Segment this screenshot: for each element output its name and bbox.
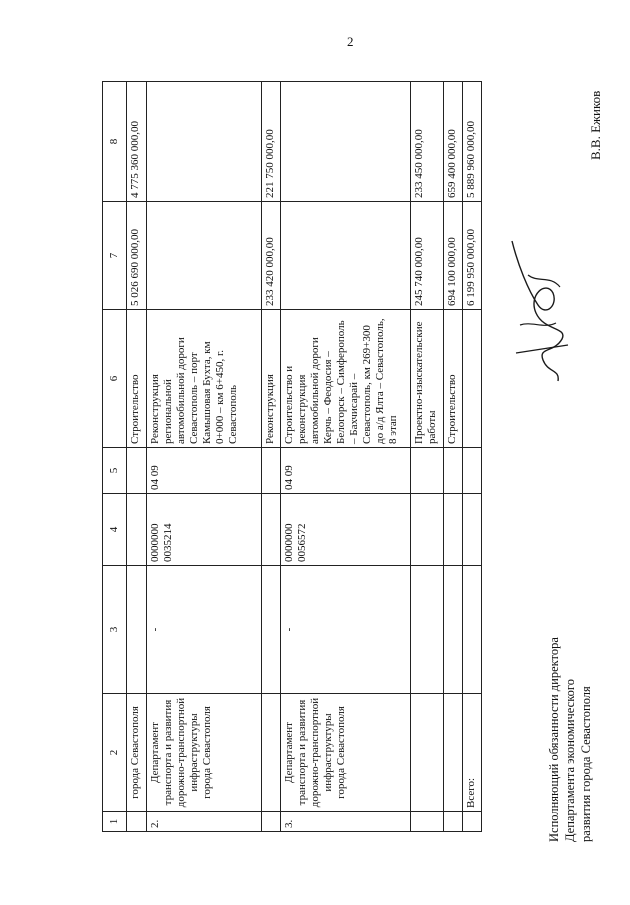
dash-cell: - [280,566,410,694]
signatory-line: Департамента экономического [563,679,577,842]
table-header-row [103,82,127,832]
code-cell: 0000000 0035214 [146,494,261,566]
table-row [261,82,280,832]
amount-cell: 659 400 000,00 [443,82,462,202]
org-continuation-cell: города Севастополя [127,694,146,812]
total-amount-cell: 5 889 960 000,00 [462,82,481,202]
section-cell: 04 09 [146,448,261,494]
header-cell: 1 [103,812,127,832]
total-row [462,82,481,832]
amount-cell: 5 026 690 000,00 [127,202,146,310]
signatory-name: В.В. Ежиков [588,90,603,160]
header-cell: 8 [103,82,127,202]
work-type-cell: Проектно-изыскательские работы [410,310,443,448]
signatory-line: Исполняющий обязанности директора [547,637,561,842]
organization-cell: Департамент транспорта и развития дорожно-транспортной инфраструктуры города Севастополя [146,694,261,812]
header-cell: 4 [103,494,127,566]
section-cell: 04 09 [280,448,410,494]
header-cell: 6 [103,310,127,448]
amount-cell: 245 740 000,00 [410,202,443,310]
work-type-cell: Реконструкция [261,310,280,448]
table-row [280,82,410,832]
table-row [443,82,462,832]
total-label: Всего: [462,694,481,812]
amount-cell: 233 420 000,00 [261,202,280,310]
work-type-cell: Строительство [443,310,462,448]
row-number: 3. [280,812,410,832]
amount-cell: 233 450 000,00 [410,82,443,202]
budget-table [102,81,482,832]
amount-cell: 4 775 360 000,00 [127,82,146,202]
dash-cell: - [146,566,261,694]
page-number: 2 [347,34,354,49]
total-amount-cell: 6 199 950 000,00 [462,202,481,310]
table-row [127,82,146,832]
work-type-cell: Строительство [127,310,146,448]
table-row [410,82,443,832]
signatory-line: развития города Севастополя [579,686,593,842]
header-cell: 3 [103,566,127,694]
table-row [146,82,261,832]
header-cell: 2 [103,694,127,812]
object-cell: Реконструкция региональной автомобильной дороги Севастополь – порт Камышовая Бухта, км 0+000 – км 6+450, г. Севастополь [146,310,261,448]
header-cell: 7 [103,202,127,310]
amount-cell: 694 100 000,00 [443,202,462,310]
budget-table-container [102,82,482,832]
header-cell: 5 [103,448,127,494]
amount-cell: 221 750 000,00 [261,82,280,202]
organization-cell: Департамент транспорта и развития дорожно-транспортной инфраструктуры города Севастополя [280,694,410,812]
row-number: 2. [146,812,261,832]
handwritten-signature [498,235,588,385]
signatory-title [546,462,626,842]
code-cell: 0000000 0056572 [280,494,410,566]
object-cell: Строительство и реконструкция автомобильной дороги Керчь – Феодосия – Белогорск – Симферополь – Бахчисарай – Севастополь, км 269+300 до а/д Ялта – Севастополь, 8 этап [280,310,410,448]
